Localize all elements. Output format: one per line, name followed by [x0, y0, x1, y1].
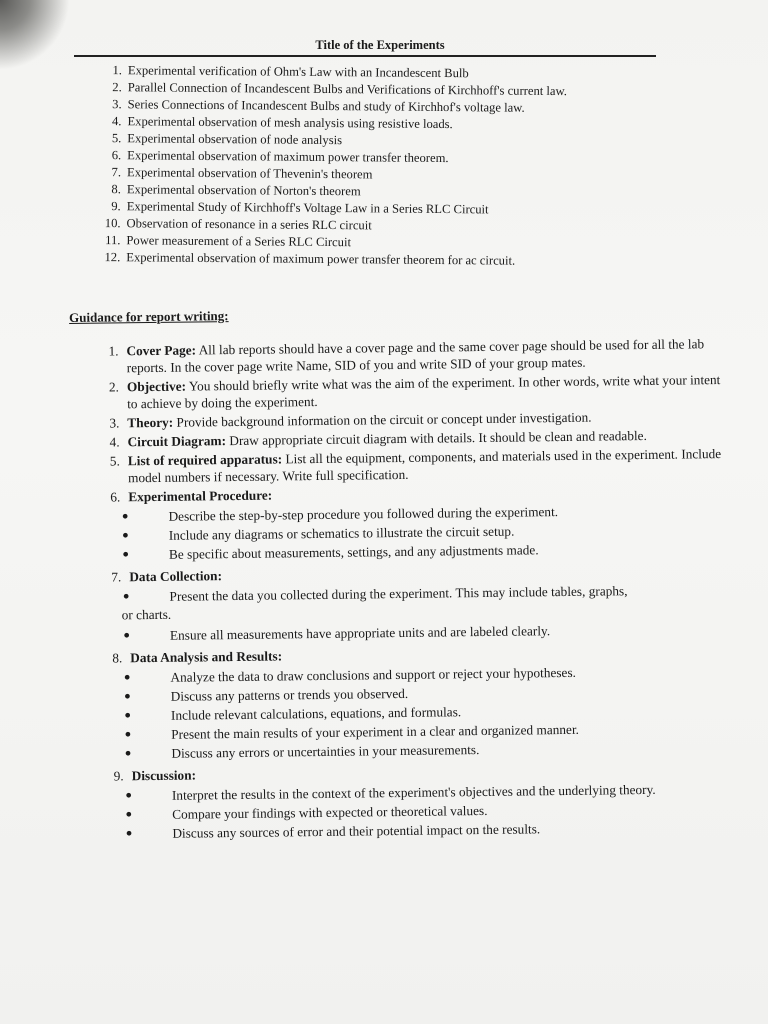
- bullet-icon: ●: [123, 690, 131, 703]
- experiment-list: [94, 62, 656, 271]
- list-item: ● Ensure all measurements have appropriate units and are labeled clearly.: [74, 619, 734, 646]
- bullet-icon: ●: [122, 590, 130, 603]
- guidance-section-procedure: 6. Experimental Procedure:: [110, 487, 273, 505]
- procedure-bullets: [72, 500, 733, 565]
- list-item: 4. Experimental observation of mesh analysis using resistive loads.: [111, 114, 453, 132]
- page-corner-shadow: [0, 0, 70, 70]
- list-item: 12. Experimental observation of maximum power transfer theorem for ac circuit.: [104, 250, 516, 268]
- report-guidance: [70, 302, 737, 848]
- guidance-section-analysis: 8. Data Analysis and Results:: [112, 648, 283, 666]
- list-item: ● Include relevant calculations, equations, and formulas.: [75, 699, 735, 726]
- bullet-icon: ●: [125, 789, 133, 802]
- bullet-icon: ●: [125, 827, 133, 840]
- list-item: ● Include any diagrams or schematics to illustrate the circuit setup.: [73, 519, 733, 546]
- list-item: ● Present the data you collected during the experiment. This may include tables, graphs,: [73, 580, 733, 607]
- bullet-icon: ●: [122, 548, 130, 561]
- bullet-icon: ●: [123, 671, 131, 684]
- guidance-section-circuit-diagram: 4. Circuit Diagram: Draw appropriate circuit diagram with details. It should be clean and readable.: [109, 427, 647, 450]
- bullet-icon: ●: [125, 808, 133, 821]
- list-item: ● Discuss any errors or uncertainties in your measurements.: [75, 737, 735, 764]
- list-item: ● Analyze the data to draw conclusions and support or reject your hypotheses.: [74, 661, 734, 688]
- title-underline: [74, 55, 656, 57]
- list-item: ● Discuss any sources of error and their potential impact on the results.: [76, 817, 736, 844]
- guidance-section-data-collection: 7. Data Collection:: [111, 568, 223, 585]
- bullet-icon: ●: [124, 709, 132, 722]
- guidance-section-discussion: 9. Discussion:: [113, 767, 197, 784]
- list-item: ● Interpret the results in the context of the experiment's objectives and the underlying theory.: [76, 779, 736, 806]
- page-title: Title of the Experiments: [315, 38, 445, 52]
- guidance-heading: Guidance for report writing:: [69, 308, 229, 326]
- guidance-section-apparatus: 5. List of required apparatus: List all the equipment, components, and materials used in the experiment. Include model numbers if necessary. Write full specification.: [109, 446, 722, 486]
- bullet-icon: ●: [124, 747, 132, 760]
- bullet-icon: ●: [123, 629, 131, 642]
- list-item: 9. Experimental Study of Kirchhoff's Voltage Law in a Series RLC Circuit: [111, 199, 489, 217]
- list-item: ● Be specific about measurements, settings, and any adjustments made.: [73, 538, 733, 565]
- list-item: ● Describe the step-by-step procedure you followed during the experiment.: [72, 500, 732, 527]
- list-item: 8. Experimental observation of Norton's theorem: [111, 182, 361, 199]
- list-item: ● Present the main results of your experiment in a clear and organized manner.: [75, 718, 735, 745]
- guidance-section-theory: 3. Theory: Provide background information on the circuit or concept under investigation.: [109, 409, 592, 431]
- list-item: 11. Power measurement of a Series RLC Circuit: [105, 233, 352, 250]
- list-item: ● Discuss any patterns or trends you observed.: [75, 680, 735, 707]
- bullet-icon: ●: [124, 728, 132, 741]
- list-item: 5. Experimental observation of node analysis: [111, 131, 343, 148]
- discussion-bullets: [76, 779, 737, 844]
- list-item: 7. Experimental observation of Thevenin's theorem: [111, 165, 373, 182]
- list-item: 2. Parallel Connection of Incandescent Bulbs and Verifications of Kirchhoff's current law.: [112, 80, 568, 99]
- bullet-icon: ●: [121, 510, 129, 523]
- list-item: 3. Series Connections of Incandescent Bulbs and study of Kirchhof's voltage law.: [112, 97, 525, 115]
- list-item: 10. Observation of resonance in a series RLC circuit: [104, 216, 372, 233]
- list-item: 1. Experimental verification of Ohm's Law with an Incandescent Bulb: [112, 63, 469, 81]
- list-item: 6. Experimental observation of maximum power transfer theorem.: [111, 148, 449, 166]
- bullet-continuation: or charts.: [121, 606, 172, 623]
- list-item: ● Compare your findings with expected or theoretical values.: [76, 798, 736, 825]
- analysis-bullets: [74, 661, 735, 764]
- guidance-section-cover-page: 1. Cover Page: All lab reports should have a cover page and the same cover page should be used for all the lab reports. In the cover page write Name, SID of you and write SID of your group mates.: [108, 336, 705, 376]
- bullet-icon: ●: [122, 529, 129, 542]
- guidance-section-objective: 2. Objective: You should briefly write what was the aim of the experiment. In other words, write what your intent to achieve by doing the experiment.: [108, 372, 721, 412]
